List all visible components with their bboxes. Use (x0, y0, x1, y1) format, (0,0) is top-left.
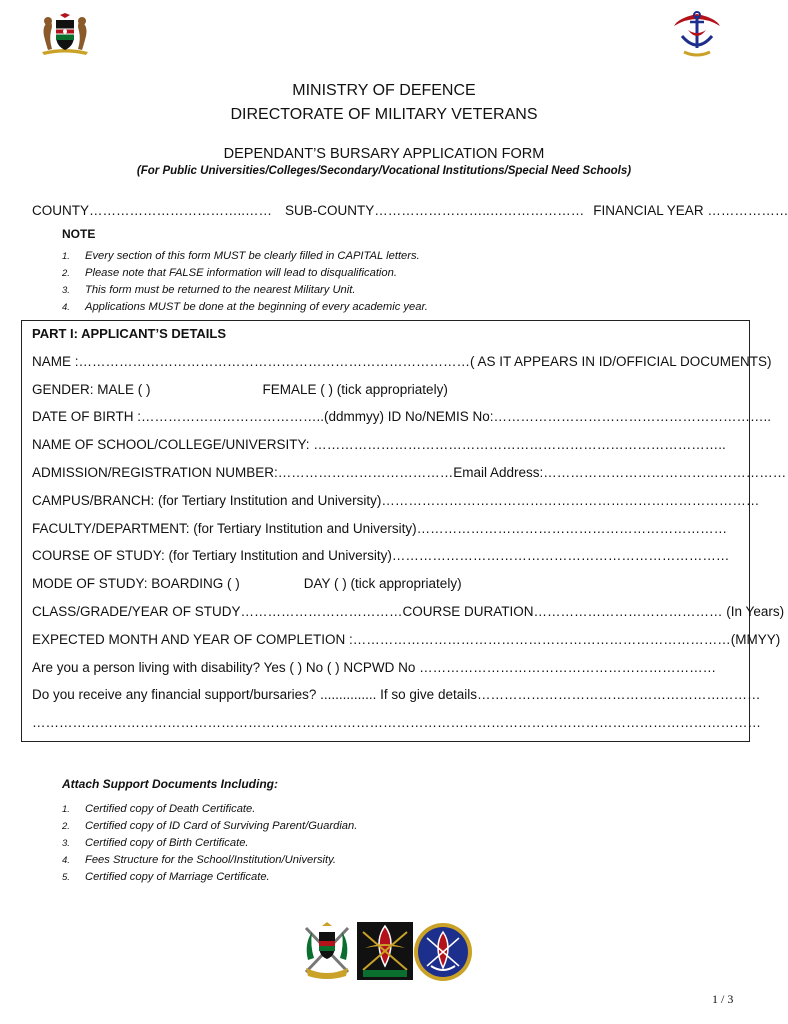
campus-field[interactable]: CAMPUS/BRANCH: (for Tertiary Institution and University)………………………………………………………………………… (32, 493, 760, 508)
form-title: DEPENDANT’S BURSARY APPLICATION FORM (223, 146, 545, 162)
completion-field[interactable]: EXPECTED MONTH AND YEAR OF COMPLETION :…………………………………………………………………………(MMYY) (32, 632, 781, 647)
note-item-number: 4. (62, 302, 70, 313)
document-item-text: Certified copy of Death Certificate. (85, 803, 256, 815)
gender-field (32, 382, 448, 397)
document-item (62, 820, 357, 832)
kenya-army-emblem-logo (298, 920, 356, 982)
admission-field[interactable]: ADMISSION/REGISTRATION NUMBER:…………………………………Email Address:……………………………………………… (32, 465, 787, 480)
note-item-text: Applications MUST be done at the beginning of every academic year. (85, 301, 428, 313)
kenya-coat-of-arms-logo (34, 12, 96, 56)
school-field[interactable]: NAME OF SCHOOL/COLLEGE/UNIVERSITY: ……………………………………………………………………………….. (32, 437, 726, 452)
sub-county-field[interactable]: SUB-COUNTY……………………..………………… (285, 203, 585, 218)
course-field[interactable]: COURSE OF STUDY: (for Tertiary Institution and University)………………………………………………………………… (32, 548, 730, 563)
note-item (62, 301, 428, 313)
note-item-text: Please note that FALSE information will lead to disqualification. (85, 267, 397, 279)
document-item-text: Certified copy of Birth Certificate. (85, 837, 249, 849)
document-item (62, 871, 270, 883)
note-item-text: This form must be returned to the nearest Military Unit. (85, 284, 356, 296)
document-item-number: 3. (62, 838, 70, 849)
document-item (62, 837, 249, 849)
note-item (62, 250, 420, 262)
financial-year-field[interactable]: FINANCIAL YEAR ……………… (593, 203, 788, 218)
note-item-text: Every section of this form MUST be clearly filled in CAPITAL letters. (85, 250, 420, 262)
mode-of-study-field (32, 576, 462, 591)
financial-support-field[interactable]: Do you receive any financial support/bursaries? ............... If so give details……………………………………………………… (32, 687, 761, 702)
faculty-field[interactable]: FACULTY/DEPARTMENT: (for Tertiary Institution and University)…………………………………………………………… (32, 521, 728, 536)
note-title: NOTE (62, 227, 96, 241)
document-item-text: Certified copy of Marriage Certificate. (85, 871, 270, 883)
disability-field[interactable]: Are you a person living with disability? Yes ( ) No ( ) NCPWD No ………………………………………………………… (32, 660, 717, 675)
note-item-number: 2. (62, 268, 70, 279)
applicant-details-panel (21, 320, 787, 742)
document-item-text: Certified copy of ID Card of Surviving Parent/Guardian. (85, 820, 358, 832)
document-item-text: Fees Structure for the School/Institution/University. (85, 854, 336, 866)
dob-field[interactable]: DATE OF BIRTH :…………………………………..(ddmmyy) ID No/NEMIS No:…………………………………………………….. (32, 409, 772, 424)
document-item-number: 2. (62, 821, 70, 832)
boarding-option[interactable]: MODE OF STUDY: BOARDING ( ) (32, 576, 240, 591)
document-item (62, 854, 336, 866)
document-item-number: 1. (62, 804, 70, 815)
directorate-title: DIRECTORATE OF MILITARY VETERANS (230, 106, 538, 123)
document-item-number: 4. (62, 855, 70, 866)
name-field[interactable]: NAME :……………………………………………………………………………( AS IT APPEARS IN ID/OFFICIAL DOCUMENTS) (32, 354, 772, 369)
ministry-title: MINISTRY OF DEFENCE (292, 82, 476, 99)
note-item (62, 267, 397, 279)
page-number: 1 / 3 (712, 992, 734, 1006)
document-item (62, 803, 255, 815)
attach-title: Attach Support Documents Including: (62, 777, 278, 791)
document-item-number: 5. (62, 872, 70, 883)
county-field[interactable]: COUNTY……………………………..…… (32, 203, 273, 218)
gender-male-option[interactable]: GENDER: MALE ( ) (32, 382, 151, 397)
details-blank-line[interactable]: ……………………………………………………………………………………………………………………………………………… (32, 715, 761, 730)
kenya-navy-emblem-logo (668, 8, 726, 58)
day-option[interactable]: DAY ( ) (tick appropriately) (303, 576, 462, 591)
class-field[interactable]: CLASS/GRADE/YEAR OF STUDY………………………………COURSE DURATION…………………………………… (In Years) (32, 604, 785, 619)
note-item (62, 284, 355, 296)
gender-female-option[interactable]: FEMALE ( ) (tick appropriately) (262, 382, 448, 397)
form-subtitle: (For Public Universities/Colleges/Secondary/Vocational Institutions/Special Need Schools) (136, 165, 632, 177)
note-item-number: 3. (62, 285, 70, 296)
kenya-air-force-emblem-logo (357, 922, 413, 980)
county-line (32, 203, 788, 218)
note-item-number: 1. (62, 251, 70, 262)
kenya-navy-seal-logo (413, 922, 473, 982)
part1-title: PART I: APPLICANT’S DETAILS (32, 326, 227, 341)
